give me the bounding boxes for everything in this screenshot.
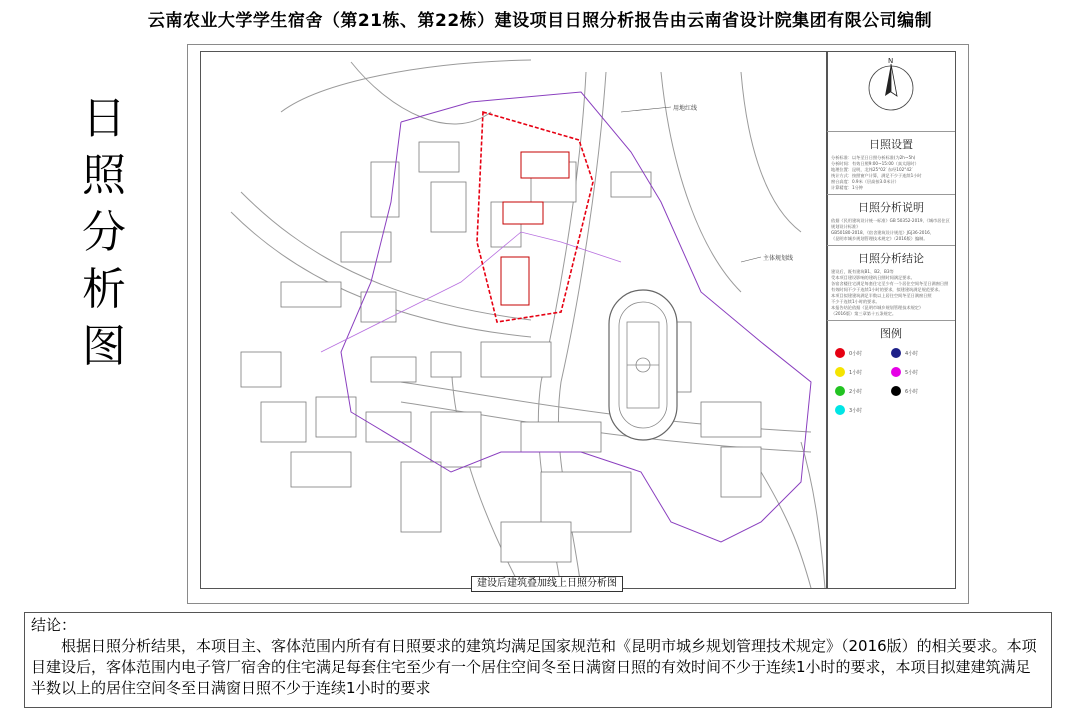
legend-swatch: [891, 367, 901, 377]
settings-title: 日照设置: [869, 138, 913, 151]
legend-item: [835, 348, 891, 358]
legend-item: [891, 367, 947, 377]
conclusion-heading: 结论：: [31, 616, 77, 634]
legend-item: [835, 386, 891, 396]
legend-swatch: [835, 386, 845, 396]
conclusion-line: 各宿舍楼住宅满足每套住宅至少有一个居住空间冬至日满窗日照: [831, 281, 949, 286]
info-panel: [826, 51, 956, 589]
legend-label: 1小时: [849, 369, 863, 376]
conclusion-line: 本报告结论依据《昆明市城乡规划管理技术规定》: [831, 305, 924, 310]
analysis-conclusion-title: 日照分析结论: [858, 252, 924, 265]
settings-line: 分析时间：有效日照9:00~15:00（真太阳时）: [831, 161, 919, 166]
legend-item: [835, 367, 891, 377]
north-compass-icon: [827, 52, 955, 124]
drawing-sheet: [187, 44, 969, 604]
legend-swatch: [835, 405, 845, 415]
settings-line: 地理位置：昆明，北纬25°02′ 东经102°42′: [831, 167, 913, 172]
legend-label: 5小时: [905, 369, 919, 376]
settings-line: 计算精度：1分钟: [831, 185, 863, 190]
analysis-conclusion-body: [827, 269, 955, 317]
legend-label: 0小时: [849, 350, 863, 357]
label-red-line: 用地红线: [673, 105, 698, 112]
settings-line: 统计方式：按照窗户计算，满足不少于连续1小时: [831, 173, 922, 178]
vertical-title-char: 日: [82, 93, 126, 144]
vertical-title-char: 析: [82, 264, 126, 315]
conclusion-line: 有效时间不少于连续1小时的要求，拟建建筑满足规范要求。: [831, 287, 943, 292]
conclusion-box: [24, 612, 1052, 708]
legend-label: 4小时: [905, 350, 919, 357]
legend-swatch: [891, 386, 901, 396]
site-plan: [200, 51, 828, 589]
vertical-title: [74, 90, 134, 375]
report-title: 云南农业大学学生宿舍（第21栋、第22栋）建设项目日照分析报告由云南省设计院集团有限公司编制: [147, 11, 933, 31]
explain-body: [827, 218, 955, 242]
conclusion-line: 不少于连续1小时的要求。: [831, 299, 880, 304]
vertical-title-char: 图: [82, 321, 126, 372]
explain-line: GB50180-2018、《宿舍建筑设计规范》JGJ36-2016、: [831, 230, 934, 235]
conclusion-line: 本项目拟建建筑满足半数以上居住空间冬至日满窗日照: [831, 293, 932, 298]
legend: [827, 344, 955, 415]
settings-body: [827, 155, 955, 191]
vertical-title-char: 分: [82, 207, 126, 258]
conclusion-line: （2016版）第三章第十五条规定。: [831, 311, 897, 316]
site-plan-drawing: [201, 52, 827, 588]
legend-item: [891, 348, 947, 358]
vertical-title-char: 照: [82, 150, 126, 201]
legend-item: [835, 405, 891, 415]
compass-north-label: N: [888, 57, 894, 65]
settings-line: 窗台高度：0.9米（层高按3.0米计）: [831, 179, 899, 184]
legend-label: 3小时: [849, 407, 863, 414]
legend-title: 图例: [880, 327, 902, 340]
explain-title: 日照分析说明: [858, 201, 924, 214]
explain-line: 依据《民用建筑设计统一标准》GB 50352-2019、《城市居住区规划设计标准》: [831, 218, 950, 229]
conclusion-line: 受本项目建设影响的建筑日照时间满足要求。: [831, 275, 915, 280]
conclusion-paragraph: 根据日照分析结果，本项目主、客体范围内所有有日照要求的建筑均满足国家规范和《昆明市城乡规划管理技术规定》（2016版）的相关要求。本项目建设后，客体范围内电子管厂宿舍的住宅满足每套住宅至少有一个居住空间冬至日满窗日照的有效时间不少于连续1小时的要求，本项目拟建建筑满足半数以上的居住空间冬至日满窗日照不少于连续1小时的要求: [31, 637, 1037, 697]
legend-item: [891, 386, 947, 396]
conclusion-line: 建设后，既有建筑B1、B2、B3等: [831, 269, 894, 274]
legend-swatch: [835, 348, 845, 358]
settings-line: 分析标准：以冬至日日照分析标准(为2h~5h): [831, 155, 916, 160]
explain-line: 《昆明市城乡规划管理技术规定》（2016版）编制。: [831, 236, 928, 241]
legend-label: 2小时: [849, 388, 863, 395]
legend-swatch: [835, 367, 845, 377]
label-planning-line: 主体规划线: [763, 255, 794, 262]
legend-label: 6小时: [905, 388, 919, 395]
legend-swatch: [891, 348, 901, 358]
drawing-caption: 建设后建筑叠加线上日照分析图: [471, 576, 623, 592]
